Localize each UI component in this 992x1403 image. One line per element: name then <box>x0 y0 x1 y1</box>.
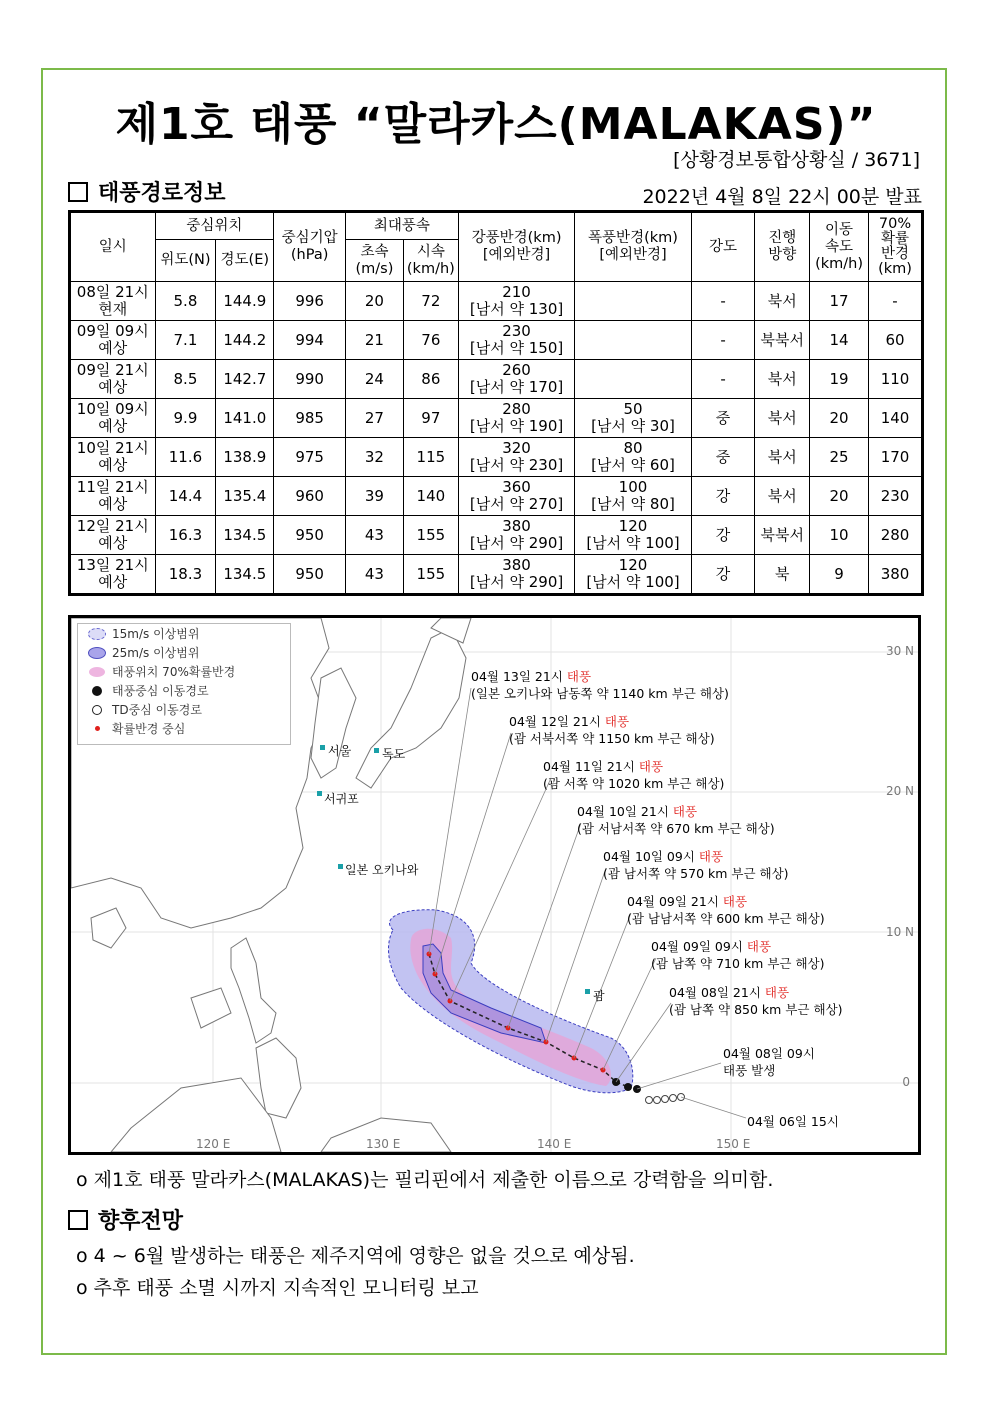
cell-prob: 140 <box>869 399 923 438</box>
lon-label-130: 130 E <box>366 1137 401 1151</box>
cell-int: - <box>691 321 755 360</box>
place-seoul: 서울 <box>328 744 352 758</box>
track-annotation: 04월 09일 21시 태풍 (괌 남남서쪽 약 600 km 부근 해상) <box>627 894 825 926</box>
cell-ms: 21 <box>346 321 404 360</box>
table-row <box>70 438 923 477</box>
cell-lat: 8.5 <box>155 360 216 399</box>
cell-dir: 북 <box>755 555 810 595</box>
cell-prob: 230 <box>869 477 923 516</box>
cell-spd: 20 <box>810 477 869 516</box>
col-lat: 위도(N) <box>155 240 216 282</box>
cell-spd: 9 <box>810 555 869 595</box>
outlook-line-1: o 4 ~ 6월 발생하는 태풍은 제주지역에 영향은 없을 것으로 예상됨. <box>76 1245 635 1267</box>
place-seogwipo: 서귀포 <box>324 792 359 806</box>
cell-int: - <box>691 360 755 399</box>
cell-int: - <box>691 282 755 321</box>
genesis-annotation: 04월 08일 09시 태풍 발생 <box>723 1046 815 1078</box>
cell-kmh: 140 <box>403 477 458 516</box>
cell-int: 강 <box>691 555 755 595</box>
cell-lon: 135.4 <box>216 477 274 516</box>
cell-dir: 북북서 <box>755 321 810 360</box>
cell-prob: - <box>869 282 923 321</box>
cell-dir: 북북서 <box>755 516 810 555</box>
col-direction: 진행 방향 <box>755 212 810 282</box>
lon-label-120: 120 E <box>196 1137 231 1151</box>
cell-ms: 32 <box>346 438 404 477</box>
cell-storm: 80 [남서 약 60] <box>575 438 691 477</box>
cell-lat: 18.3 <box>155 555 216 595</box>
cell-dir: 북서 <box>755 399 810 438</box>
track-annotation: 04월 09일 09시 태풍 (괌 남쪽 약 710 km 부근 해상) <box>651 939 825 971</box>
cell-lat: 14.4 <box>155 477 216 516</box>
page-title: 제1호 태풍 “말라카스(MALAKAS)” <box>115 99 877 150</box>
place-okinawa: 일본 오키나와 <box>345 863 419 877</box>
lat-label-30: 30 N <box>885 644 914 658</box>
gale-area-swatch-icon <box>86 628 108 640</box>
outlook-section-heading <box>68 1204 183 1235</box>
col-datetime: 일시 <box>70 212 156 282</box>
prob-center-dot-icon <box>86 726 108 731</box>
cell-storm <box>575 321 691 360</box>
track-annotation: 04월 10일 21시 태풍 (괌 서남서쪽 약 670 km 부근 해상) <box>577 804 775 836</box>
cell-storm <box>575 282 691 321</box>
cell-datetime: 10일 09시 예상 <box>70 399 156 438</box>
cell-hpa: 950 <box>274 555 346 595</box>
cell-datetime: 10일 21시 예상 <box>70 438 156 477</box>
cell-int: 중 <box>691 399 755 438</box>
cell-hpa: 994 <box>274 321 346 360</box>
cell-hpa: 990 <box>274 360 346 399</box>
checkbox-icon <box>68 1210 88 1230</box>
table-row <box>70 555 923 595</box>
col-kmh: 시속 (km/h) <box>403 240 458 282</box>
cell-lon: 144.2 <box>216 321 274 360</box>
track-map <box>68 615 921 1155</box>
cell-storm: 120 [남서 약 100] <box>575 516 691 555</box>
col-storm: 폭풍반경(km) [예외반경] <box>575 212 691 282</box>
track-annotation: 04월 12일 21시 태풍 (괌 서북서쪽 약 1150 km 부근 해상) <box>509 714 715 746</box>
cell-gale: 210 [남서 약 130] <box>458 282 574 321</box>
cell-gale: 380 [남서 약 290] <box>458 516 574 555</box>
cell-kmh: 86 <box>403 360 458 399</box>
cell-datetime: 13일 21시 예상 <box>70 555 156 595</box>
cell-int: 강 <box>691 477 755 516</box>
cell-gale: 260 [남서 약 170] <box>458 360 574 399</box>
outlook-heading-text: 향후전망 <box>98 1209 184 1234</box>
storm-area-swatch-icon <box>86 647 108 659</box>
name-note: o 제1호 태풍 말라카스(MALAKAS)는 필리핀에서 제출한 이름으로 강력함을 의미함. <box>76 1169 774 1191</box>
cell-kmh: 76 <box>403 321 458 360</box>
col-pressure: 중심기압 (hPa) <box>274 212 346 282</box>
cell-prob: 280 <box>869 516 923 555</box>
cell-spd: 19 <box>810 360 869 399</box>
cell-hpa: 985 <box>274 399 346 438</box>
cell-dir: 북서 <box>755 477 810 516</box>
table-row <box>70 360 923 399</box>
cell-storm: 120 [남서 약 100] <box>575 555 691 595</box>
lat-label-10: 10 N <box>885 925 914 939</box>
cell-int: 중 <box>691 438 755 477</box>
track-annotation: 04월 11일 21시 태풍 (괌 서쪽 약 1020 km 부근 해상) <box>543 759 725 791</box>
cell-datetime: 11일 21시 예상 <box>70 477 156 516</box>
cell-lon: 144.9 <box>216 282 274 321</box>
legend-item: 15m/s 이상범위 <box>78 624 290 643</box>
cell-lon: 142.7 <box>216 360 274 399</box>
cell-storm: 100 [남서 약 80] <box>575 477 691 516</box>
checkbox-icon <box>68 182 88 202</box>
cell-dir: 북서 <box>755 282 810 321</box>
cell-datetime: 08일 21시 현재 <box>70 282 156 321</box>
cell-gale: 360 [남서 약 270] <box>458 477 574 516</box>
cell-spd: 17 <box>810 282 869 321</box>
lon-label-140: 140 E <box>537 1137 572 1151</box>
table-row <box>70 282 923 321</box>
col-prob: 70% 확률 반경 (km) <box>869 212 923 282</box>
issued-time: 2022년 4월 8일 22시 00분 발표 <box>642 186 922 208</box>
lat-label-20: 20 N <box>885 784 914 798</box>
department-label: [상황경보통합상황실 / 3671] <box>673 149 920 171</box>
cell-lon: 141.0 <box>216 399 274 438</box>
table-row <box>70 477 923 516</box>
cell-gale: 280 [남서 약 190] <box>458 399 574 438</box>
cell-prob: 170 <box>869 438 923 477</box>
cell-lat: 11.6 <box>155 438 216 477</box>
lon-label-150: 150 E <box>716 1137 751 1151</box>
cell-prob: 380 <box>869 555 923 595</box>
cell-kmh: 97 <box>403 399 458 438</box>
legend-item: 태풍위치 70%확률반경 <box>78 662 290 681</box>
cell-datetime: 09일 09시 예상 <box>70 321 156 360</box>
cell-spd: 10 <box>810 516 869 555</box>
cell-kmh: 72 <box>403 282 458 321</box>
cell-dir: 북서 <box>755 438 810 477</box>
legend-item: 확률반경 중심 <box>78 719 290 738</box>
col-ms: 초속 (m/s) <box>346 240 404 282</box>
track-annotation: 04월 13일 21시 태풍 (일본 오키나와 남동쪽 약 1140 km 부근 해상) <box>471 669 729 701</box>
start-annotation: 04월 06일 15시 <box>747 1114 839 1129</box>
td-track-symbols <box>646 1094 685 1104</box>
table-row <box>70 321 923 360</box>
col-speed: 이동 속도 (km/h) <box>810 212 869 282</box>
cell-hpa: 975 <box>274 438 346 477</box>
col-intensity: 강도 <box>691 212 755 282</box>
track-annotation: 04월 08일 21시 태풍 (괌 남쪽 약 850 km 부근 해상) <box>669 985 843 1017</box>
cell-int: 강 <box>691 516 755 555</box>
outlook-line-2: o 추후 태풍 소멸 시까지 지속적인 모니터링 보고 <box>76 1277 479 1299</box>
cell-ms: 43 <box>346 555 404 595</box>
place-guam: 괌 <box>593 989 605 1003</box>
col-maxwind: 최대풍속 <box>346 212 459 240</box>
cell-lat: 9.9 <box>155 399 216 438</box>
track-table <box>68 210 924 596</box>
cell-datetime: 12일 21시 예상 <box>70 516 156 555</box>
col-lon: 경도(E) <box>216 240 274 282</box>
cell-lat: 5.8 <box>155 282 216 321</box>
track-section-heading <box>68 176 226 207</box>
track-heading-text: 태풍경로정보 <box>98 181 226 206</box>
cell-lon: 134.5 <box>216 516 274 555</box>
place-dokdo: 독도 <box>382 747 406 761</box>
cell-kmh: 155 <box>403 516 458 555</box>
cell-lat: 16.3 <box>155 516 216 555</box>
td-center-icon <box>86 705 108 715</box>
cell-ms: 39 <box>346 477 404 516</box>
cell-datetime: 09일 21시 예상 <box>70 360 156 399</box>
typhoon-center-icon <box>86 686 108 696</box>
lat-label-0: 0 <box>902 1075 910 1089</box>
cell-gale: 380 [남서 약 290] <box>458 555 574 595</box>
cell-storm: 50 [남서 약 30] <box>575 399 691 438</box>
table-row <box>70 516 923 555</box>
cell-ms: 43 <box>346 516 404 555</box>
legend-item: TD중심 이동경로 <box>78 700 290 719</box>
map-legend <box>77 623 291 745</box>
table-row <box>70 399 923 438</box>
cell-prob: 110 <box>869 360 923 399</box>
col-center: 중심위치 <box>155 212 274 240</box>
prob-area-swatch-icon <box>86 667 108 677</box>
cell-hpa: 950 <box>274 516 346 555</box>
cell-spd: 20 <box>810 399 869 438</box>
cell-spd: 14 <box>810 321 869 360</box>
cell-lat: 7.1 <box>155 321 216 360</box>
cell-kmh: 155 <box>403 555 458 595</box>
cell-spd: 25 <box>810 438 869 477</box>
cell-storm <box>575 360 691 399</box>
cell-hpa: 960 <box>274 477 346 516</box>
cell-lon: 134.5 <box>216 555 274 595</box>
cell-prob: 60 <box>869 321 923 360</box>
cell-gale: 230 [남서 약 150] <box>458 321 574 360</box>
track-annotation: 04월 10일 09시 태풍 (괌 남서쪽 약 570 km 부근 해상) <box>603 849 789 881</box>
col-gale: 강풍반경(km) [예외반경] <box>458 212 574 282</box>
cell-dir: 북서 <box>755 360 810 399</box>
cell-ms: 24 <box>346 360 404 399</box>
cell-ms: 27 <box>346 399 404 438</box>
cell-ms: 20 <box>346 282 404 321</box>
legend-item: 태풍중심 이동경로 <box>78 681 290 700</box>
cell-lon: 138.9 <box>216 438 274 477</box>
cell-kmh: 115 <box>403 438 458 477</box>
cell-hpa: 996 <box>274 282 346 321</box>
legend-item: 25m/s 이상범위 <box>78 643 290 662</box>
cell-gale: 320 [남서 약 230] <box>458 438 574 477</box>
